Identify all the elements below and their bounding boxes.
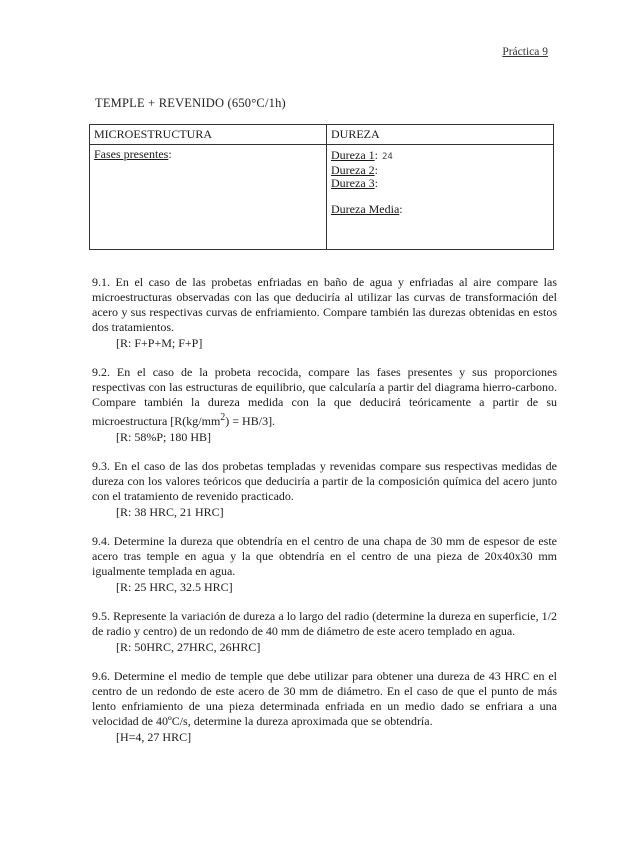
question-answer: [R: 50HRC, 27HRC, 26HRC]: [116, 640, 261, 654]
question-text: 9.6. Determine el medio de temple que debe utilizar para obtener una dureza de 43 HRC en el centro de un redondo de este acero de 30 mm de diámetro. En el caso de que el punto de más lento enfriamiento de una pieza determinada enfriada en un medio dado se enfriara a una velocidad de 40ºC/s, determine la dureza aproximada que se obtendría.: [92, 669, 557, 728]
question-answer: [R: 25 HRC, 32.5 HRC]: [116, 580, 233, 594]
fases-colon: :: [168, 147, 172, 161]
dureza-2-colon: :: [374, 163, 378, 177]
question-9-6: [92, 669, 557, 745]
dureza-media-colon: :: [399, 202, 403, 216]
fases-label: Fases presentes: [94, 147, 169, 161]
question-9-3: [92, 459, 557, 520]
dureza-3-colon: :: [374, 176, 378, 190]
question-answer: [R: 58%P; 180 HB]: [116, 430, 212, 444]
question-answer: [R: F+P+M; F+P]: [116, 336, 203, 350]
dureza-3-label: Dureza 3: [331, 176, 375, 190]
dureza-1-colon: :: [374, 148, 378, 162]
question-answer: [H=4, 27 HRC]: [116, 730, 192, 744]
question-text-part: 9.2. En el caso de la probeta recocida, compare las fases presentes y sus proporciones respectivas con las estructuras de equilibrio, que calcularía a partir del diagrama hierro-carbono. Compare también la dureza medida con la que deducirá teóricamente a partir de su microestructura [R(kg/mm: [92, 365, 557, 428]
header-microestructura: MICROESTRUCTURA: [90, 125, 327, 145]
question-9-1: [92, 275, 557, 351]
question-9-5: [92, 609, 557, 655]
question-9-4: [92, 534, 557, 595]
question-list: [92, 275, 557, 759]
practice-label: Práctica 9: [502, 46, 548, 58]
question-9-2: [92, 365, 557, 445]
question-text-part: ) = HB/3].: [225, 414, 276, 428]
question-answer: [R: 38 HRC, 21 HRC]: [116, 505, 224, 519]
question-text: [92, 365, 557, 429]
superscript: 2: [220, 412, 226, 423]
dureza-2-label: Dureza 2: [331, 163, 375, 177]
page-title: TEMPLE + REVENIDO (650°C/1h): [95, 96, 286, 110]
question-text: 9.4. Determine la dureza que obtendría en el centro de una chapa de 30 mm de espesor de este acero tras temple en agua y la que obtendría en el centro de una pieza de 20x40x30 mm igualmente templada en agua.: [92, 534, 557, 578]
dureza-1-value: 24: [381, 152, 393, 162]
dureza-1-label: Dureza 1: [331, 148, 375, 162]
fases-cell: [90, 145, 327, 250]
dureza-media-label: Dureza Media: [331, 202, 400, 216]
question-text: 9.5. Represente la variación de dureza a lo largo del radio (determine la dureza en superficie, 1/2 de radio y centro) de un redondo de 40 mm de diámetro de este acero templado en agua.: [92, 609, 557, 638]
dureza-cell: [327, 145, 554, 250]
question-text: 9.1. En el caso de las probetas enfriadas en baño de agua y enfriadas al aire compare las microestructuras observadas con las que deduciría al utilizar las curvas de transformación del acero y sus respectivas curvas de enfriamiento. Compare también las durezas obtenidas en estos dos tratamientos.: [92, 275, 557, 334]
hardness-table: [89, 124, 554, 250]
header-dureza: DUREZA: [327, 125, 554, 145]
question-text: 9.3. En el caso de las dos probetas templadas y revenidas compare sus respectivas medidas de dureza con los valores teóricos que deduciría a partir de la composición química del acero junto con el tratamiento de revenido practicado.: [92, 459, 557, 503]
